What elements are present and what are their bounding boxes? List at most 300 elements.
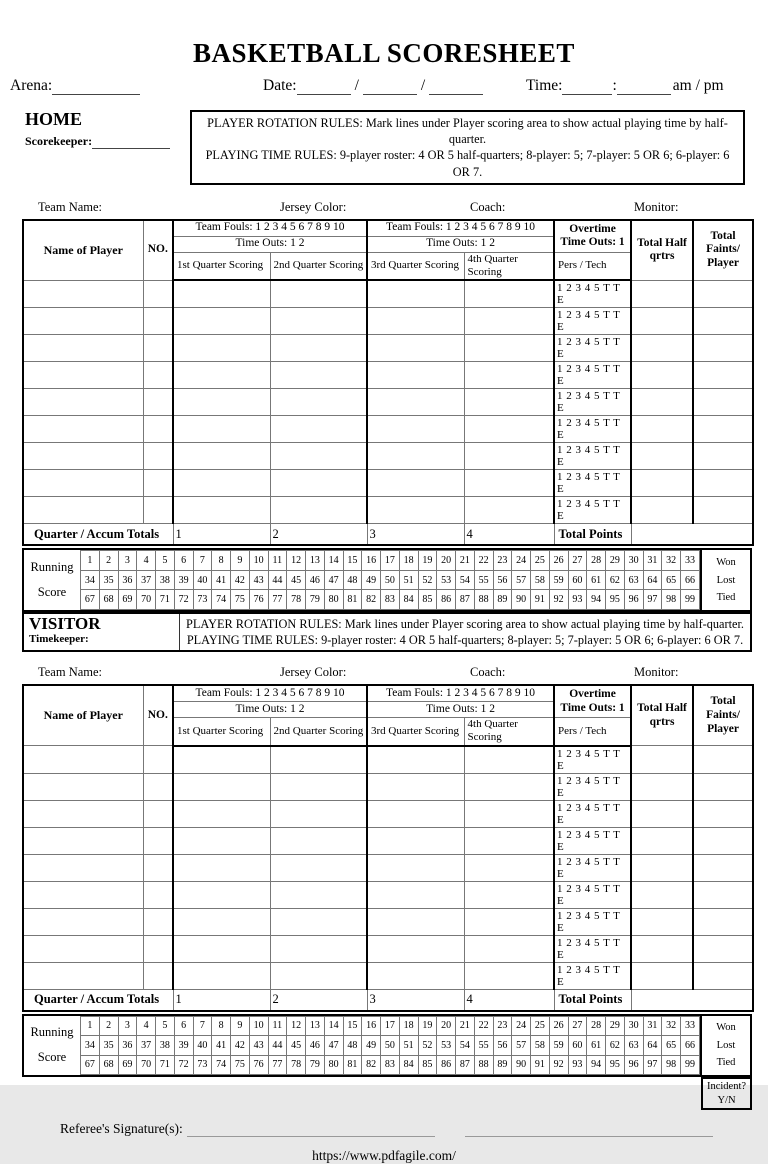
running-score-number[interactable]: 64 xyxy=(643,570,662,590)
running-score-number[interactable]: 17 xyxy=(381,551,400,571)
running-score-number[interactable]: 11 xyxy=(268,1016,287,1036)
running-score-number[interactable]: 3 xyxy=(118,1016,137,1036)
total-faints-cell[interactable] xyxy=(693,881,753,908)
tied-label[interactable]: Tied xyxy=(716,592,736,604)
running-score-number[interactable]: 61 xyxy=(587,570,606,590)
quarter3-scoring-cell[interactable] xyxy=(367,827,464,854)
quarter3-scoring-cell[interactable] xyxy=(367,389,464,416)
quarter3-scoring-cell[interactable] xyxy=(367,935,464,962)
quarter1-scoring-cell[interactable] xyxy=(173,335,270,362)
player-number-cell[interactable] xyxy=(143,935,173,962)
quarter3-scoring-cell[interactable] xyxy=(367,854,464,881)
total-half-qrtrs-cell[interactable] xyxy=(631,827,693,854)
running-score-number[interactable]: 24 xyxy=(512,1016,531,1036)
running-score-number[interactable]: 20 xyxy=(437,551,456,571)
referee-signature-field-2[interactable] xyxy=(465,1124,713,1137)
quarter3-scoring-cell[interactable] xyxy=(367,308,464,335)
running-score-number[interactable]: 80 xyxy=(324,590,343,610)
running-score-number[interactable]: 25 xyxy=(531,551,550,571)
running-score-number[interactable]: 94 xyxy=(587,590,606,610)
running-score-number[interactable]: 50 xyxy=(381,570,400,590)
quarter2-scoring-cell[interactable] xyxy=(270,308,367,335)
player-number-cell[interactable] xyxy=(143,497,173,524)
total-half-qrtrs-cell[interactable] xyxy=(631,800,693,827)
running-score-number[interactable]: 10 xyxy=(249,551,268,571)
running-score-number[interactable]: 2 xyxy=(99,551,118,571)
running-score-number[interactable]: 22 xyxy=(474,551,493,571)
time-outs-header-1st-half[interactable]: Time Outs: 1 2 xyxy=(173,702,367,718)
date-year-field[interactable] xyxy=(429,79,483,95)
player-number-cell[interactable] xyxy=(143,335,173,362)
total-half-qrtrs-cell[interactable] xyxy=(631,881,693,908)
total-faints-cell[interactable] xyxy=(693,335,753,362)
quarter1-scoring-cell[interactable] xyxy=(173,773,270,800)
running-score-number[interactable]: 61 xyxy=(587,1036,606,1056)
quarter1-scoring-cell[interactable] xyxy=(173,280,270,308)
running-score-number[interactable]: 2 xyxy=(99,1016,118,1036)
quarter1-scoring-cell[interactable] xyxy=(173,908,270,935)
total-half-qrtrs-cell[interactable] xyxy=(631,389,693,416)
running-score-number[interactable]: 51 xyxy=(399,1036,418,1056)
quarter4-scoring-cell[interactable] xyxy=(464,470,554,497)
quarter2-scoring-cell[interactable] xyxy=(270,443,367,470)
running-score-number[interactable]: 85 xyxy=(418,1055,437,1075)
running-score-number[interactable]: 29 xyxy=(606,551,625,571)
running-score-number[interactable]: 87 xyxy=(456,1055,475,1075)
coach-label[interactable]: Coach: xyxy=(470,199,506,214)
total-half-qrtrs-cell[interactable] xyxy=(631,470,693,497)
running-score-number[interactable]: 28 xyxy=(587,551,606,571)
quarter3-scoring-cell[interactable] xyxy=(367,362,464,389)
running-score-number[interactable]: 7 xyxy=(193,1016,212,1036)
running-score-number[interactable]: 10 xyxy=(249,1016,268,1036)
quarter2-scoring-cell[interactable] xyxy=(270,335,367,362)
player-number-cell[interactable] xyxy=(143,443,173,470)
quarter2-scoring-cell[interactable] xyxy=(270,908,367,935)
running-score-number[interactable]: 72 xyxy=(174,1055,193,1075)
total-half-qrtrs-cell[interactable] xyxy=(631,497,693,524)
running-score-number[interactable]: 83 xyxy=(381,1055,400,1075)
personal-fouls-scale[interactable]: 1 2 3 4 5 T T E xyxy=(554,962,631,989)
running-score-number[interactable]: 77 xyxy=(268,1055,287,1075)
total-half-qrtrs-cell[interactable] xyxy=(631,308,693,335)
quarter1-scoring-cell[interactable] xyxy=(173,470,270,497)
running-score-number[interactable]: 47 xyxy=(324,570,343,590)
date-month-field[interactable] xyxy=(297,79,351,95)
running-score-number[interactable]: 59 xyxy=(549,570,568,590)
personal-fouls-scale[interactable]: 1 2 3 4 5 T T E xyxy=(554,908,631,935)
total-faints-cell[interactable] xyxy=(693,416,753,443)
running-score-number[interactable]: 79 xyxy=(306,590,325,610)
running-score-number[interactable]: 44 xyxy=(268,1036,287,1056)
running-score-number[interactable]: 84 xyxy=(399,1055,418,1075)
running-score-number[interactable]: 34 xyxy=(81,1036,100,1056)
running-score-number[interactable]: 55 xyxy=(474,570,493,590)
quarter4-scoring-cell[interactable] xyxy=(464,362,554,389)
quarter4-scoring-cell[interactable] xyxy=(464,308,554,335)
q2-total-cell[interactable]: 2 xyxy=(270,524,367,546)
running-score-number[interactable]: 13 xyxy=(306,551,325,571)
running-score-number[interactable]: 21 xyxy=(456,551,475,571)
personal-fouls-scale[interactable]: 1 2 3 4 5 T T E xyxy=(554,746,631,774)
running-score-number[interactable]: 16 xyxy=(362,1016,381,1036)
quarter1-scoring-cell[interactable] xyxy=(173,746,270,774)
running-score-number[interactable]: 3 xyxy=(118,551,137,571)
player-name-cell[interactable] xyxy=(23,280,143,308)
q3-total-cell[interactable]: 3 xyxy=(367,524,464,546)
running-score-number[interactable]: 37 xyxy=(137,570,156,590)
total-faints-cell[interactable] xyxy=(693,935,753,962)
quarter1-scoring-cell[interactable] xyxy=(173,854,270,881)
running-score-number[interactable]: 21 xyxy=(456,1016,475,1036)
running-score-number[interactable]: 71 xyxy=(156,1055,175,1075)
team-name-label[interactable]: Team Name: xyxy=(38,199,103,214)
total-half-qrtrs-cell[interactable] xyxy=(631,443,693,470)
player-number-cell[interactable] xyxy=(143,827,173,854)
lost-label[interactable]: Lost xyxy=(716,1039,736,1051)
running-score-number[interactable]: 67 xyxy=(81,1055,100,1075)
won-label[interactable]: Won xyxy=(716,556,736,568)
timekeeper-label[interactable]: Timekeeper: xyxy=(29,633,89,646)
player-name-cell[interactable] xyxy=(23,935,143,962)
player-name-cell[interactable] xyxy=(23,854,143,881)
quarter1-scoring-cell[interactable] xyxy=(173,827,270,854)
player-number-cell[interactable] xyxy=(143,470,173,497)
total-half-qrtrs-cell[interactable] xyxy=(631,962,693,989)
total-half-qrtrs-cell[interactable] xyxy=(631,280,693,308)
player-name-cell[interactable] xyxy=(23,389,143,416)
running-score-number[interactable]: 48 xyxy=(343,1036,362,1056)
total-faints-cell[interactable] xyxy=(693,773,753,800)
running-score-number[interactable]: 51 xyxy=(399,570,418,590)
quarter1-scoring-cell[interactable] xyxy=(173,962,270,989)
arena-field[interactable] xyxy=(52,79,140,95)
running-score-number[interactable]: 33 xyxy=(681,551,700,571)
running-score-number[interactable]: 57 xyxy=(512,1036,531,1056)
running-score-number[interactable]: 69 xyxy=(118,590,137,610)
running-score-number[interactable]: 76 xyxy=(249,590,268,610)
running-score-number[interactable]: 90 xyxy=(512,1055,531,1075)
player-number-cell[interactable] xyxy=(143,854,173,881)
running-score-number[interactable]: 81 xyxy=(343,590,362,610)
quarter2-scoring-cell[interactable] xyxy=(270,962,367,989)
running-score-number[interactable]: 66 xyxy=(681,570,700,590)
player-number-cell[interactable] xyxy=(143,908,173,935)
team-name-label[interactable]: Team Name: xyxy=(38,665,103,680)
total-faints-cell[interactable] xyxy=(693,908,753,935)
running-score-number[interactable]: 23 xyxy=(493,551,512,571)
quarter4-scoring-cell[interactable] xyxy=(464,935,554,962)
running-score-number[interactable]: 41 xyxy=(212,1036,231,1056)
quarter4-scoring-cell[interactable] xyxy=(464,962,554,989)
running-score-number[interactable]: 97 xyxy=(643,590,662,610)
total-faints-cell[interactable] xyxy=(693,443,753,470)
running-score-number[interactable]: 90 xyxy=(512,590,531,610)
player-name-cell[interactable] xyxy=(23,443,143,470)
player-number-cell[interactable] xyxy=(143,773,173,800)
time-outs-header-2nd-half[interactable]: Time Outs: 1 2 xyxy=(367,236,554,252)
player-name-cell[interactable] xyxy=(23,746,143,774)
running-score-number[interactable]: 64 xyxy=(643,1036,662,1056)
running-score-number[interactable]: 93 xyxy=(568,1055,587,1075)
running-score-number[interactable]: 66 xyxy=(681,1036,700,1056)
total-points-cell[interactable] xyxy=(631,989,753,1011)
running-score-number[interactable]: 63 xyxy=(624,1036,643,1056)
running-score-number[interactable]: 31 xyxy=(643,551,662,571)
player-number-cell[interactable] xyxy=(143,416,173,443)
player-number-cell[interactable] xyxy=(143,800,173,827)
personal-fouls-scale[interactable]: 1 2 3 4 5 T T E xyxy=(554,773,631,800)
quarter1-scoring-cell[interactable] xyxy=(173,443,270,470)
running-score-number[interactable]: 54 xyxy=(456,570,475,590)
running-score-number[interactable]: 6 xyxy=(174,1016,193,1036)
player-number-cell[interactable] xyxy=(143,280,173,308)
running-score-number[interactable]: 53 xyxy=(437,570,456,590)
running-score-number[interactable]: 41 xyxy=(212,570,231,590)
time-outs-header-1st-half[interactable]: Time Outs: 1 2 xyxy=(173,236,367,252)
running-score-number[interactable]: 50 xyxy=(381,1036,400,1056)
running-score-number[interactable]: 81 xyxy=(343,1055,362,1075)
running-score-number[interactable]: 91 xyxy=(531,590,550,610)
running-score-number[interactable]: 86 xyxy=(437,1055,456,1075)
running-score-number[interactable]: 95 xyxy=(606,1055,625,1075)
team-fouls-header-1st-half[interactable]: Team Fouls: 1 2 3 4 5 6 7 8 9 10 xyxy=(173,685,367,702)
total-faints-cell[interactable] xyxy=(693,362,753,389)
quarter2-scoring-cell[interactable] xyxy=(270,362,367,389)
team-fouls-header-1st-half[interactable]: Team Fouls: 1 2 3 4 5 6 7 8 9 10 xyxy=(173,220,367,237)
total-points-cell[interactable] xyxy=(631,524,753,546)
running-score-number[interactable]: 30 xyxy=(624,551,643,571)
total-faints-cell[interactable] xyxy=(693,746,753,774)
running-score-number[interactable]: 73 xyxy=(193,1055,212,1075)
personal-fouls-scale[interactable]: 1 2 3 4 5 T T E xyxy=(554,362,631,389)
total-faints-cell[interactable] xyxy=(693,470,753,497)
player-name-cell[interactable] xyxy=(23,416,143,443)
time-minute-field[interactable] xyxy=(617,79,671,95)
total-faints-cell[interactable] xyxy=(693,308,753,335)
running-score-number[interactable]: 9 xyxy=(231,551,250,571)
running-score-number[interactable]: 42 xyxy=(231,1036,250,1056)
running-score-number[interactable]: 8 xyxy=(212,1016,231,1036)
quarter2-scoring-cell[interactable] xyxy=(270,746,367,774)
player-name-cell[interactable] xyxy=(23,908,143,935)
pdfagile-link[interactable]: https://www.pdfagile.com/ xyxy=(312,1148,456,1164)
running-score-number[interactable]: 86 xyxy=(437,590,456,610)
total-faints-cell[interactable] xyxy=(693,827,753,854)
running-score-number[interactable]: 45 xyxy=(287,570,306,590)
jersey-color-label[interactable]: Jersey Color: xyxy=(280,665,347,680)
personal-fouls-scale[interactable]: 1 2 3 4 5 T T E xyxy=(554,800,631,827)
running-score-number[interactable]: 48 xyxy=(343,570,362,590)
quarter4-scoring-cell[interactable] xyxy=(464,389,554,416)
running-score-number[interactable]: 96 xyxy=(624,590,643,610)
running-score-number[interactable]: 74 xyxy=(212,590,231,610)
running-score-number[interactable]: 19 xyxy=(418,1016,437,1036)
quarter4-scoring-cell[interactable] xyxy=(464,335,554,362)
running-score-number[interactable]: 85 xyxy=(418,590,437,610)
total-half-qrtrs-cell[interactable] xyxy=(631,854,693,881)
player-number-cell[interactable] xyxy=(143,362,173,389)
running-score-number[interactable]: 60 xyxy=(568,1036,587,1056)
quarter2-scoring-cell[interactable] xyxy=(270,497,367,524)
quarter3-scoring-cell[interactable] xyxy=(367,773,464,800)
quarter4-scoring-cell[interactable] xyxy=(464,773,554,800)
running-score-number[interactable]: 46 xyxy=(306,570,325,590)
running-score-number[interactable]: 20 xyxy=(437,1016,456,1036)
running-score-number[interactable]: 94 xyxy=(587,1055,606,1075)
quarter1-scoring-cell[interactable] xyxy=(173,497,270,524)
quarter3-scoring-cell[interactable] xyxy=(367,335,464,362)
running-score-number[interactable]: 92 xyxy=(549,590,568,610)
quarter2-scoring-cell[interactable] xyxy=(270,935,367,962)
player-name-cell[interactable] xyxy=(23,497,143,524)
running-score-number[interactable]: 1 xyxy=(81,551,100,571)
running-score-number[interactable]: 47 xyxy=(324,1036,343,1056)
total-half-qrtrs-cell[interactable] xyxy=(631,908,693,935)
quarter3-scoring-cell[interactable] xyxy=(367,962,464,989)
date-day-field[interactable] xyxy=(363,79,417,95)
running-score-number[interactable]: 76 xyxy=(249,1055,268,1075)
personal-fouls-scale[interactable]: 1 2 3 4 5 T T E xyxy=(554,881,631,908)
running-score-number[interactable]: 62 xyxy=(606,1036,625,1056)
running-score-number[interactable]: 40 xyxy=(193,1036,212,1056)
running-score-number[interactable]: 36 xyxy=(118,1036,137,1056)
personal-fouls-scale[interactable]: 1 2 3 4 5 T T E xyxy=(554,335,631,362)
team-fouls-header-2nd-half[interactable]: Team Fouls: 1 2 3 4 5 6 7 8 9 10 xyxy=(367,220,554,237)
q4-total-cell[interactable]: 4 xyxy=(464,524,554,546)
running-score-number[interactable]: 98 xyxy=(662,590,681,610)
running-score-number[interactable]: 29 xyxy=(606,1016,625,1036)
total-faints-cell[interactable] xyxy=(693,800,753,827)
running-score-number[interactable]: 27 xyxy=(568,551,587,571)
quarter1-scoring-cell[interactable] xyxy=(173,881,270,908)
running-score-number[interactable]: 74 xyxy=(212,1055,231,1075)
total-half-qrtrs-cell[interactable] xyxy=(631,773,693,800)
running-score-number[interactable]: 26 xyxy=(549,551,568,571)
running-score-number[interactable]: 7 xyxy=(193,551,212,571)
player-number-cell[interactable] xyxy=(143,746,173,774)
player-number-cell[interactable] xyxy=(143,308,173,335)
running-score-number[interactable]: 63 xyxy=(624,570,643,590)
running-score-number[interactable]: 19 xyxy=(418,551,437,571)
quarter2-scoring-cell[interactable] xyxy=(270,827,367,854)
personal-fouls-scale[interactable]: 1 2 3 4 5 T T E xyxy=(554,308,631,335)
running-score-number[interactable]: 58 xyxy=(531,570,550,590)
running-score-number[interactable]: 84 xyxy=(399,590,418,610)
running-score-number[interactable]: 24 xyxy=(512,551,531,571)
running-score-number[interactable]: 82 xyxy=(362,1055,381,1075)
monitor-label[interactable]: Monitor: xyxy=(634,199,679,214)
running-score-number[interactable]: 35 xyxy=(99,1036,118,1056)
quarter1-scoring-cell[interactable] xyxy=(173,308,270,335)
quarter1-scoring-cell[interactable] xyxy=(173,935,270,962)
running-score-number[interactable]: 39 xyxy=(174,1036,193,1056)
quarter3-scoring-cell[interactable] xyxy=(367,881,464,908)
total-half-qrtrs-cell[interactable] xyxy=(631,746,693,774)
running-score-number[interactable]: 95 xyxy=(606,590,625,610)
quarter4-scoring-cell[interactable] xyxy=(464,497,554,524)
quarter4-scoring-cell[interactable] xyxy=(464,827,554,854)
quarter2-scoring-cell[interactable] xyxy=(270,854,367,881)
running-score-number[interactable]: 75 xyxy=(231,590,250,610)
running-score-number[interactable]: 93 xyxy=(568,590,587,610)
running-score-number[interactable]: 31 xyxy=(643,1016,662,1036)
running-score-number[interactable]: 82 xyxy=(362,590,381,610)
scorekeeper-field[interactable] xyxy=(92,133,170,149)
running-score-number[interactable]: 38 xyxy=(156,1036,175,1056)
running-score-number[interactable]: 70 xyxy=(137,1055,156,1075)
player-name-cell[interactable] xyxy=(23,881,143,908)
running-score-number[interactable]: 73 xyxy=(193,590,212,610)
won-label[interactable]: Won xyxy=(716,1022,736,1034)
running-score-number[interactable]: 15 xyxy=(343,551,362,571)
total-faints-cell[interactable] xyxy=(693,389,753,416)
running-score-number[interactable]: 38 xyxy=(156,570,175,590)
running-score-number[interactable]: 59 xyxy=(549,1036,568,1056)
running-score-number[interactable]: 23 xyxy=(493,1016,512,1036)
quarter1-scoring-cell[interactable] xyxy=(173,389,270,416)
running-score-number[interactable]: 87 xyxy=(456,590,475,610)
quarter1-scoring-cell[interactable] xyxy=(173,416,270,443)
running-score-number[interactable]: 72 xyxy=(174,590,193,610)
running-score-number[interactable]: 67 xyxy=(81,590,100,610)
total-faints-cell[interactable] xyxy=(693,854,753,881)
running-score-number[interactable]: 9 xyxy=(231,1016,250,1036)
running-score-number[interactable]: 68 xyxy=(99,1055,118,1075)
personal-fouls-scale[interactable]: 1 2 3 4 5 T T E xyxy=(554,280,631,308)
running-score-number[interactable]: 18 xyxy=(399,551,418,571)
running-score-number[interactable]: 35 xyxy=(99,570,118,590)
running-score-number[interactable]: 53 xyxy=(437,1036,456,1056)
running-score-number[interactable]: 14 xyxy=(324,551,343,571)
quarter3-scoring-cell[interactable] xyxy=(367,416,464,443)
quarter4-scoring-cell[interactable] xyxy=(464,746,554,774)
quarter3-scoring-cell[interactable] xyxy=(367,908,464,935)
personal-fouls-scale[interactable]: 1 2 3 4 5 T T E xyxy=(554,416,631,443)
total-half-qrtrs-cell[interactable] xyxy=(631,935,693,962)
running-score-number[interactable]: 15 xyxy=(343,1016,362,1036)
player-number-cell[interactable] xyxy=(143,881,173,908)
personal-fouls-scale[interactable]: 1 2 3 4 5 T T E xyxy=(554,854,631,881)
running-score-number[interactable]: 96 xyxy=(624,1055,643,1075)
running-score-number[interactable]: 79 xyxy=(306,1055,325,1075)
incident-yn-field[interactable]: Y/N xyxy=(717,1094,736,1106)
quarter3-scoring-cell[interactable] xyxy=(367,280,464,308)
running-score-number[interactable]: 42 xyxy=(231,570,250,590)
running-score-number[interactable]: 62 xyxy=(606,570,625,590)
personal-fouls-scale[interactable]: 1 2 3 4 5 T T E xyxy=(554,827,631,854)
running-score-number[interactable]: 13 xyxy=(306,1016,325,1036)
personal-fouls-scale[interactable]: 1 2 3 4 5 T T E xyxy=(554,497,631,524)
running-score-number[interactable]: 89 xyxy=(493,1055,512,1075)
running-score-number[interactable]: 27 xyxy=(568,1016,587,1036)
personal-fouls-scale[interactable]: 1 2 3 4 5 T T E xyxy=(554,443,631,470)
running-score-number[interactable]: 57 xyxy=(512,570,531,590)
player-name-cell[interactable] xyxy=(23,470,143,497)
ampm-label[interactable]: am / pm xyxy=(672,77,724,94)
quarter2-scoring-cell[interactable] xyxy=(270,881,367,908)
total-faints-cell[interactable] xyxy=(693,497,753,524)
personal-fouls-scale[interactable]: 1 2 3 4 5 T T E xyxy=(554,389,631,416)
running-score-number[interactable]: 54 xyxy=(456,1036,475,1056)
monitor-label[interactable]: Monitor: xyxy=(634,665,679,680)
running-score-number[interactable]: 22 xyxy=(474,1016,493,1036)
running-score-number[interactable]: 52 xyxy=(418,570,437,590)
running-score-number[interactable]: 83 xyxy=(381,590,400,610)
quarter1-scoring-cell[interactable] xyxy=(173,362,270,389)
time-outs-header-2nd-half[interactable]: Time Outs: 1 2 xyxy=(367,702,554,718)
running-score-number[interactable]: 56 xyxy=(493,1036,512,1056)
